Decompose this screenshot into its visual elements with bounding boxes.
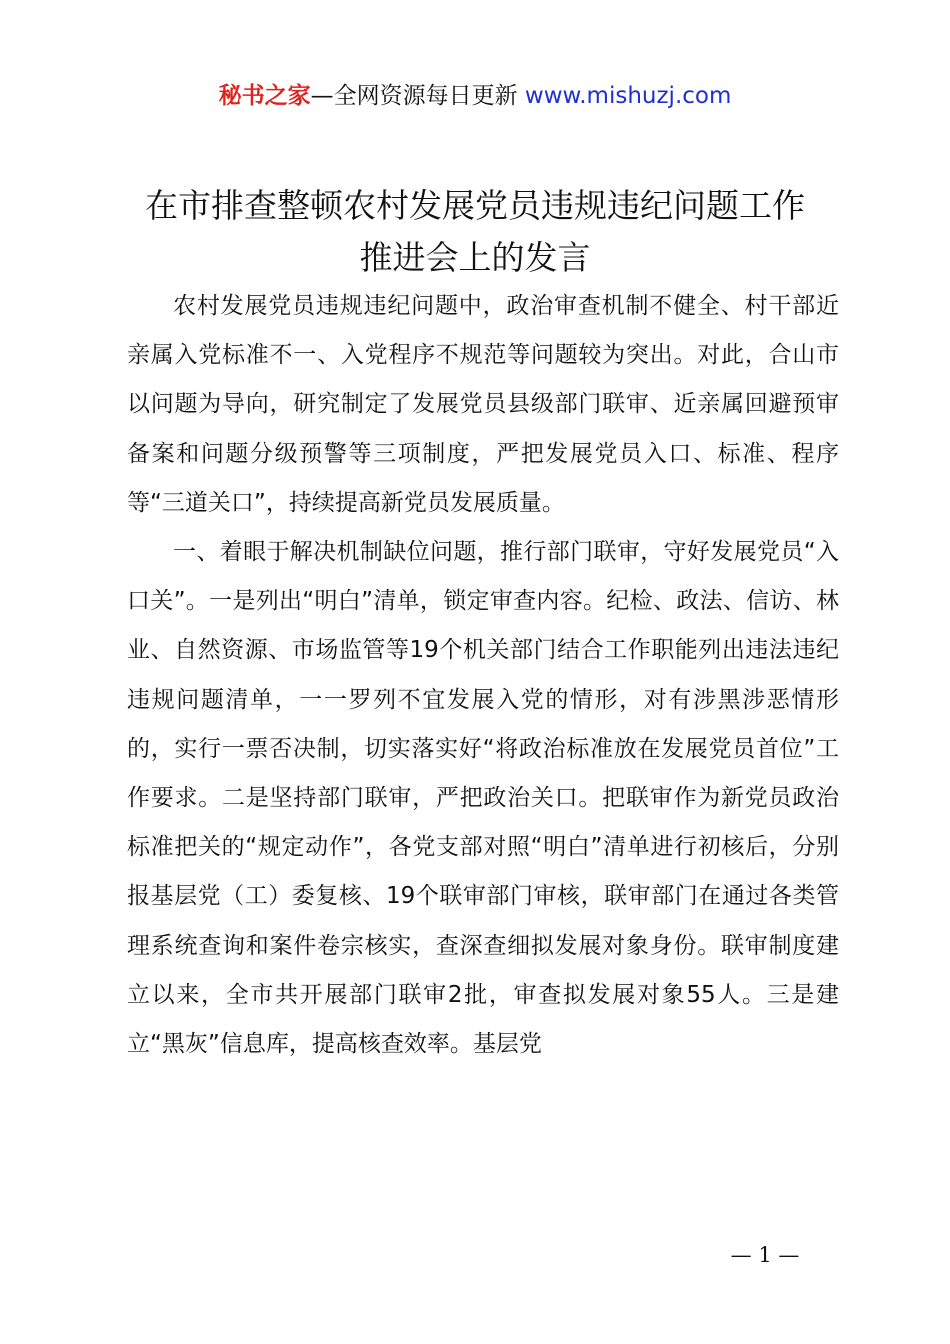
site-tagline: —全网资源每日更新: [310, 83, 525, 109]
site-brand: 秘书之家: [218, 83, 311, 109]
body-paragraph-intro: 农村发展党员违规违纪问题中，政治审查机制不健全、村干部近亲属入党标准不一、入党程序不规范等问题较为突出。对此，合山市以问题为导向，研究制定了发展党员县级部门联审、近亲属回避预审备案和问题分级预警等三项制度，严把发展党员入口、标准、程序等“三道关口”，持续提高新党员发展质量。: [127, 293, 839, 516]
document-title: [100, 180, 850, 284]
site-header: [0, 78, 950, 114]
document-body: [127, 282, 839, 1069]
document-title-line-1: 在市排查整顿农村发展党员违规违纪问题工作: [145, 186, 805, 225]
page-number: — 1 —: [730, 1243, 800, 1267]
document-title-line-2: 推进会上的发言: [359, 238, 591, 277]
body-paragraph-section-one: 一、着眼于解决机制缺位问题，推行部门联审，守好发展党员“入口关”。一是列出“明白”清单，锁定审查内容。纪检、政法、信访、林业、自然资源、市场监管等19个机关部门结合工作职能列出违法违纪违规问题清单，一一罗列不宜发展入党的情形，对有涉黑涉恶情形的，实行一票否决制，切实落实好“将政治标准放在发展党员首位”工作要求。二是坚持部门联审，严把政治关口。把联审作为新党员政治标准把关的“规定动作”，各党支部对照“明白”清单进行初核后，分别报基层党（工）委复核、19个联审部门审核，联审部门在通过各类管理系统查询和案件卷宗核实，查深查细拟发展对象身份。联审制度建立以来，全市共开展部门联审2批，审查拟发展对象55人。三是建立“黑灰”信息库，提高核查效率。基层党: [127, 539, 839, 1058]
site-url[interactable]: www.mishuzj.com: [524, 83, 732, 109]
